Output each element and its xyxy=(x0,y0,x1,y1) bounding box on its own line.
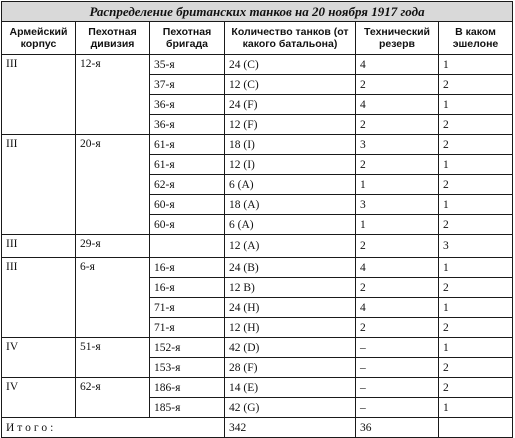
tanks-cell: 24 (F) xyxy=(225,95,356,115)
reserve-cell: 2 xyxy=(356,318,439,338)
tanks-cell: 12 (A) xyxy=(225,235,356,258)
brigade-cell: 60-я xyxy=(150,215,225,235)
division-cell: 62-я xyxy=(76,378,150,418)
table-row xyxy=(2,338,513,358)
table-body xyxy=(2,55,513,438)
echelon-cell: 1 xyxy=(439,55,513,75)
echelon-cell: 1 xyxy=(439,338,513,358)
brigade-cell: 71-я xyxy=(150,318,225,338)
echelon-cell: 1 xyxy=(439,195,513,215)
reserve-cell: 2 xyxy=(356,155,439,175)
reserve-cell: 4 xyxy=(356,258,439,278)
brigade-cell: 60-я xyxy=(150,195,225,215)
tanks-cell: 6 (A) xyxy=(225,215,356,235)
tanks-cell: 24 (H) xyxy=(225,298,356,318)
brigade-cell: 71-я xyxy=(150,298,225,318)
col-header-reserve: Технический резерв xyxy=(356,22,439,55)
echelon-cell: 2 xyxy=(439,358,513,378)
echelon-cell: 2 xyxy=(439,75,513,95)
tanks-cell: 12 B) xyxy=(225,278,356,298)
division-cell: 29-я xyxy=(76,235,150,258)
corps-cell: IV xyxy=(2,338,76,378)
echelon-cell: 3 xyxy=(439,235,513,258)
reserve-cell: – xyxy=(356,378,439,398)
division-cell: 6-я xyxy=(76,258,150,338)
echelon-cell: 1 xyxy=(439,298,513,318)
col-header-echelon: В каком эшелоне xyxy=(439,22,513,55)
reserve-cell: 1 xyxy=(356,175,439,195)
col-header-corps: Армейский корпус xyxy=(2,22,76,55)
echelon-cell: 1 xyxy=(439,95,513,115)
reserve-cell: 2 xyxy=(356,278,439,298)
col-header-brigade: Пехотная бригада xyxy=(150,22,225,55)
tanks-cell: 24 (C) xyxy=(225,55,356,75)
tanks-cell: 6 (A) xyxy=(225,175,356,195)
tanks-cell: 12 (H) xyxy=(225,318,356,338)
brigade-cell: 36-я xyxy=(150,95,225,115)
division-cell: 51-я xyxy=(76,338,150,378)
total-reserve: 36 xyxy=(356,418,439,438)
corps-cell: III xyxy=(2,235,76,258)
tanks-cell: 28 (F) xyxy=(225,358,356,378)
table-row xyxy=(2,135,513,155)
brigade-cell: 16-я xyxy=(150,278,225,298)
reserve-cell: 2 xyxy=(356,75,439,95)
reserve-cell: – xyxy=(356,338,439,358)
document-page xyxy=(1,1,512,438)
tanks-cell: 18 (I) xyxy=(225,135,356,155)
division-cell: 12-я xyxy=(76,55,150,135)
tanks-cell: 14 (E) xyxy=(225,378,356,398)
echelon-cell: 2 xyxy=(439,135,513,155)
col-header-tanks: Количество танков (от какого батальона) xyxy=(225,22,356,55)
tank-distribution-table xyxy=(1,1,513,438)
brigade-cell: 185-я xyxy=(150,398,225,418)
tanks-cell: 42 (G) xyxy=(225,398,356,418)
echelon-cell: 2 xyxy=(439,318,513,338)
table-row xyxy=(2,55,513,75)
table-title: Распределение британских танков на 20 ноября 1917 года xyxy=(2,2,513,22)
header-row xyxy=(2,22,513,55)
echelon-cell: 1 xyxy=(439,398,513,418)
corps-cell: IV xyxy=(2,378,76,418)
brigade-cell: 16-я xyxy=(150,258,225,278)
tanks-cell: 18 (A) xyxy=(225,195,356,215)
echelon-cell: 2 xyxy=(439,175,513,195)
brigade-cell: 61-я xyxy=(150,135,225,155)
total-label: Итого: xyxy=(2,418,225,438)
brigade-cell: 61-я xyxy=(150,155,225,175)
reserve-cell: 1 xyxy=(356,215,439,235)
reserve-cell: 2 xyxy=(356,235,439,258)
col-header-division: Пехотная дивизия xyxy=(76,22,150,55)
total-tanks: 342 xyxy=(225,418,356,438)
table-row xyxy=(2,258,513,278)
reserve-cell: 4 xyxy=(356,95,439,115)
corps-cell: III xyxy=(2,55,76,135)
brigade-cell: 153-я xyxy=(150,358,225,378)
reserve-cell: 3 xyxy=(356,195,439,215)
tanks-cell: 12 (C) xyxy=(225,75,356,95)
table-row xyxy=(2,378,513,398)
table-row xyxy=(2,235,513,258)
echelon-cell: 2 xyxy=(439,115,513,135)
tanks-cell: 24 (B) xyxy=(225,258,356,278)
echelon-cell: 1 xyxy=(439,155,513,175)
tanks-cell: 42 (D) xyxy=(225,338,356,358)
brigade-cell: 35-я xyxy=(150,55,225,75)
corps-cell: III xyxy=(2,258,76,338)
reserve-cell: 3 xyxy=(356,135,439,155)
echelon-cell: 2 xyxy=(439,215,513,235)
corps-cell: III xyxy=(2,135,76,235)
brigade-cell: 36-я xyxy=(150,115,225,135)
reserve-cell: 2 xyxy=(356,115,439,135)
tanks-cell: 12 (F) xyxy=(225,115,356,135)
brigade-cell: 62-я xyxy=(150,175,225,195)
reserve-cell: – xyxy=(356,398,439,418)
echelon-cell: 2 xyxy=(439,278,513,298)
reserve-cell: – xyxy=(356,358,439,378)
division-cell: 20-я xyxy=(76,135,150,235)
brigade-cell xyxy=(150,235,225,258)
echelon-cell: 2 xyxy=(439,378,513,398)
brigade-cell: 152-я xyxy=(150,338,225,358)
tanks-cell: 12 (I) xyxy=(225,155,356,175)
reserve-cell: 4 xyxy=(356,55,439,75)
brigade-cell: 37-я xyxy=(150,75,225,95)
reserve-cell: 4 xyxy=(356,298,439,318)
brigade-cell: 186-я xyxy=(150,378,225,398)
echelon-cell: 1 xyxy=(439,258,513,278)
